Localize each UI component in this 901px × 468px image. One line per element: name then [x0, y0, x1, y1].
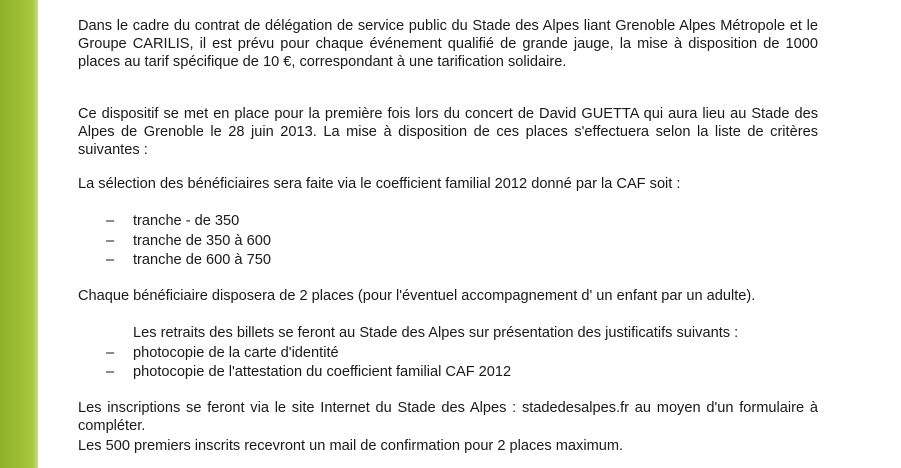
list-bullet: –: [106, 213, 115, 229]
green-margin-bar: [0, 0, 38, 468]
list-item: photocopie de la carte d'identité: [133, 345, 339, 361]
paragraph-delegation: Dans le cadre du contrat de délégation de service public du Stade des Alpes liant Grenoble Alpes Métropole et le Groupe CARILIS, il est prévu pour chaque événement qualifié de grande jauge, la mise à disposition de 1000 places au tarif spécifique de 10 €, correspondant à une tarification solidaire.: [78, 18, 818, 70]
list-bullet: –: [106, 364, 115, 380]
paragraph-selection: La sélection des bénéficiaires sera faite via le coefficient familial 2012 donné par la CAF soit :: [78, 176, 681, 192]
list-item: photocopie de l'attestation du coefficient familial CAF 2012: [133, 364, 512, 380]
list-item: tranche - de 350: [133, 213, 240, 229]
list-bullet: –: [106, 345, 115, 361]
list-bullet: –: [106, 252, 115, 268]
paragraph-places: Chaque bénéficiaire disposera de 2 places (pour l'éventuel accompagnement d' un enfant par un adulte).: [78, 288, 756, 304]
paragraph-confirmation: Les 500 premiers inscrits recevront un mail de confirmation pour 2 places maximum.: [78, 438, 624, 454]
list-bullet: –: [106, 233, 115, 249]
paragraph-dispositif: Ce dispositif se met en place pour la première fois lors du concert de David GUETTA qui aura lieu au Stade des Alpes de Grenoble le 28 juin 2013. La mise à disposition de ces places s'effectuera selon la liste de critères suivantes :: [78, 106, 818, 158]
list-item: tranche de 600 à 750: [133, 252, 271, 268]
list-item: tranche de 350 à 600: [133, 233, 271, 249]
paragraph-retraits: Les retraits des billets se feront au Stade des Alpes sur présentation des justificatifs suivants :: [133, 325, 739, 341]
paragraph-inscriptions: Les inscriptions se feront via le site Internet du Stade des Alpes : stadedesalpes.fr au moyen d'un formulaire à compléter.: [78, 400, 818, 434]
